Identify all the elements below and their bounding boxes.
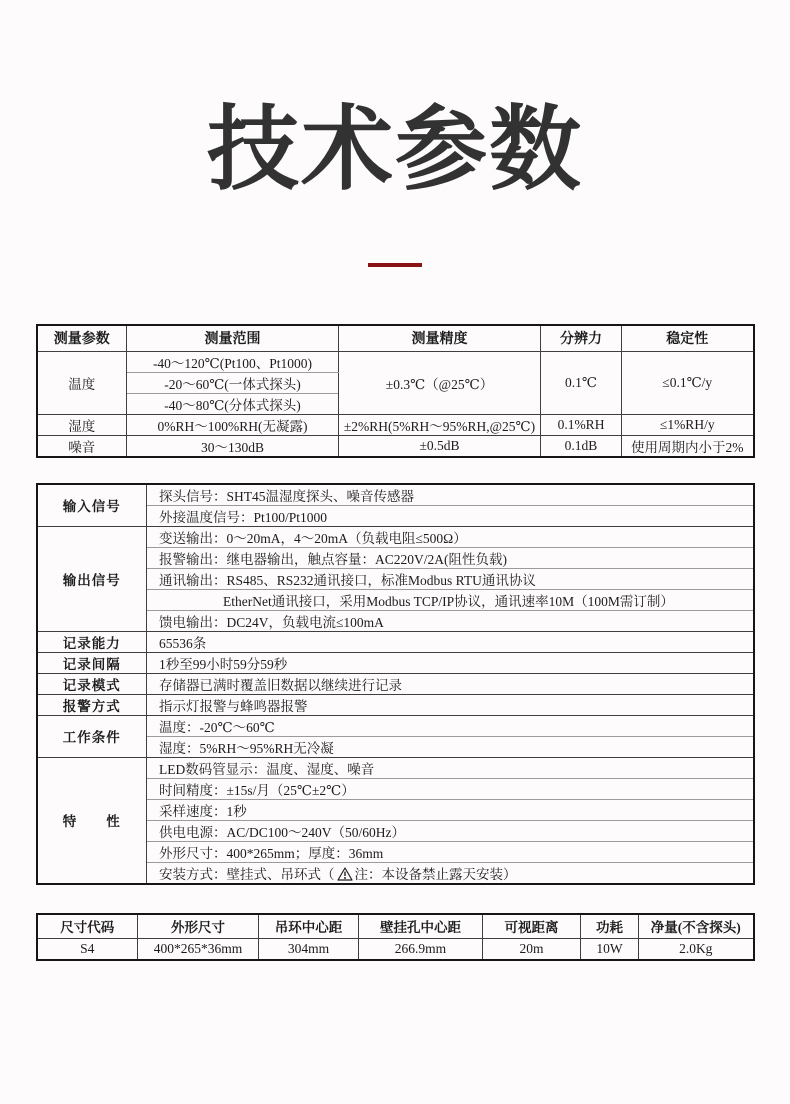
table-row — [37, 757, 754, 778]
ring-distance-value: 304mm — [259, 938, 359, 960]
param-humidity: 湿度 — [37, 414, 127, 435]
label-input-signal: 输入信号 — [37, 484, 147, 527]
input-signal-probe: 探头信号：SHT45温湿度探头、噪音传感器 — [147, 484, 754, 506]
install-mode-text: 安装方式：壁挂式、吊环式（ — [159, 866, 335, 882]
feature-sampling-speed: 采样速度：1秒 — [147, 799, 754, 820]
table-row — [37, 652, 754, 673]
dimension-table — [36, 913, 755, 961]
temperature-resolution: 0.1℃ — [541, 351, 622, 414]
feature-time-accuracy: 时间精度：±15s/月（25℃±2℃） — [147, 778, 754, 799]
label-record-mode: 记录模式 — [37, 673, 147, 694]
header-resolution: 分辨力 — [541, 325, 622, 352]
output-comm-ethernet: EtherNet通讯接口，采用Modbus TCP/IP协议，通讯速率10M（100M需订制） — [147, 589, 754, 610]
humidity-stability: ≤1%RH/y — [622, 414, 754, 435]
temperature-range-1: -40～120℃(Pt100、Pt1000) — [127, 351, 339, 372]
table-row — [37, 526, 754, 547]
record-capacity-value: 65536条 — [147, 631, 754, 652]
param-temperature: 温度 — [37, 351, 127, 414]
feature-install-mode — [147, 862, 754, 884]
warning-icon — [337, 867, 353, 881]
label-record-interval: 记录间隔 — [37, 652, 147, 673]
input-signal-external-temp: 外接温度信号：Pt100/Pt1000 — [147, 505, 754, 526]
spec-table — [36, 483, 755, 885]
working-temp: 温度：-20℃～60℃ — [147, 715, 754, 736]
header-measure-range: 测量范围 — [127, 325, 339, 352]
noise-accuracy: ±0.5dB — [339, 435, 541, 457]
net-weight-value: 2.0Kg — [639, 938, 754, 960]
feature-dimensions: 外形尺寸：400*265mm；厚度：36mm — [147, 841, 754, 862]
noise-resolution: 0.1dB — [541, 435, 622, 457]
alarm-mode-value: 指示灯报警与蜂鸣器报警 — [147, 694, 754, 715]
spec-sheet-page — [0, 96, 790, 961]
record-mode-value: 存储器已满时覆盖旧数据以继续进行记录 — [147, 673, 754, 694]
label-output-signal: 输出信号 — [37, 526, 147, 631]
record-interval-value: 1秒至99小时59分59秒 — [147, 652, 754, 673]
visible-distance-value: 20m — [483, 938, 581, 960]
humidity-accuracy: ±2%RH(5%RH～95%RH,@25℃) — [339, 414, 541, 435]
title-underline — [368, 263, 422, 267]
table-row — [37, 435, 754, 457]
feature-power-supply: 供电电源：AC/DC100～240V（50/60Hz） — [147, 820, 754, 841]
label-record-capacity: 记录能力 — [37, 631, 147, 652]
table-row — [37, 351, 754, 372]
power-value: 10W — [581, 938, 639, 960]
outer-size-value: 400*265*36mm — [138, 938, 259, 960]
header-stability: 稳定性 — [622, 325, 754, 352]
measurement-header-row — [37, 325, 754, 352]
humidity-range: 0%RH～100%RH(无凝露) — [127, 414, 339, 435]
table-row — [37, 715, 754, 736]
wallhole-distance-value: 266.9mm — [359, 938, 483, 960]
size-code-value: S4 — [37, 938, 138, 960]
dimension-value-row — [37, 938, 754, 960]
label-working-conditions: 工作条件 — [37, 715, 147, 757]
table-row — [37, 484, 754, 506]
table-row — [37, 694, 754, 715]
table-row — [37, 673, 754, 694]
header-measure-accuracy: 测量精度 — [339, 325, 541, 352]
output-feed-power: 馈电输出：DC24V，负载电流≤100mA — [147, 610, 754, 631]
dimension-header-row — [37, 914, 754, 939]
header-wallhole-distance: 壁挂孔中心距 — [359, 914, 483, 939]
param-noise: 噪音 — [37, 435, 127, 457]
output-comm-rs: 通讯输出：RS485、RS232通讯接口，标准Modbus RTU通讯协议 — [147, 568, 754, 589]
temperature-accuracy: ±0.3℃（@25℃） — [339, 351, 541, 414]
label-features: 特 性 — [37, 757, 147, 884]
label-alarm-mode: 报警方式 — [37, 694, 147, 715]
page-title: 技术参数 — [206, 99, 583, 201]
header-size-code: 尺寸代码 — [37, 914, 138, 939]
header-net-weight: 净量(不含探头) — [639, 914, 754, 939]
table-row — [37, 414, 754, 435]
noise-stability: 使用周期内小于2% — [622, 435, 754, 457]
temperature-stability: ≤0.1℃/y — [622, 351, 754, 414]
humidity-resolution: 0.1%RH — [541, 414, 622, 435]
install-mode-note: 注：本设备禁止露天安装） — [354, 866, 517, 882]
measurement-table — [36, 324, 755, 458]
header-outer-size: 外形尺寸 — [138, 914, 259, 939]
temperature-range-3: -40～80℃(分体式探头) — [127, 393, 339, 414]
noise-range: 30～130dB — [127, 435, 339, 457]
output-transmit: 变送输出：0～20mA，4～20mA（负载电阻≤500Ω） — [147, 526, 754, 547]
feature-led-display: LED数码管显示：温度、湿度、噪音 — [147, 757, 754, 778]
header-ring-distance: 吊环中心距 — [259, 914, 359, 939]
header-measure-param: 测量参数 — [37, 325, 127, 352]
working-humidity: 湿度：5%RH～95%RH无冷凝 — [147, 736, 754, 757]
output-alarm: 报警输出：继电器输出，触点容量：AC220V/2A(阻性负载) — [147, 547, 754, 568]
temperature-range-2: -20～60℃(一体式探头) — [127, 372, 339, 393]
table-row — [37, 631, 754, 652]
header-power: 功耗 — [581, 914, 639, 939]
header-visible-distance: 可视距离 — [483, 914, 581, 939]
